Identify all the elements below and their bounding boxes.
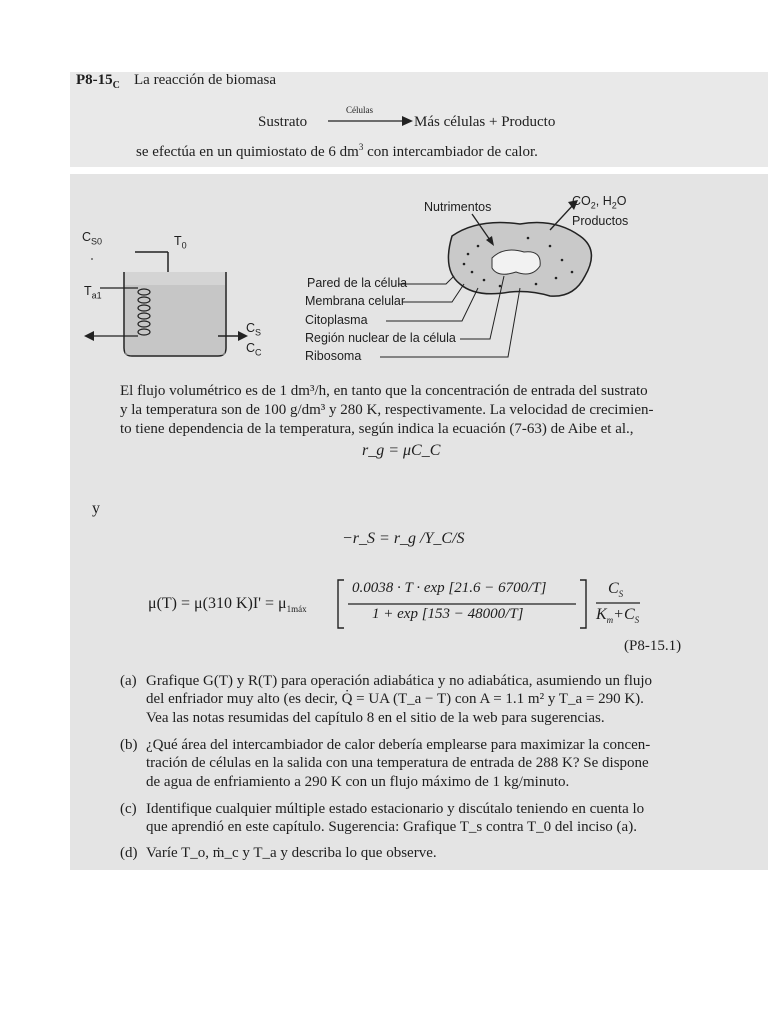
label-cytoplasm: Citoplasma xyxy=(305,313,368,327)
cell-nucleus xyxy=(492,250,540,274)
question-line: Identifique cualquier múltiple estado estacionario y discútalo teniendo en cuenta lo xyxy=(146,801,645,817)
question-line: Vea las notas resumidas del capítulo 8 en el sitio de la web para sugerencias. xyxy=(146,710,605,726)
equation-numerator: 0.0038 · T · exp [21.6 − 6700/T] xyxy=(352,580,547,596)
label-nuclear-region: Región nuclear de la célula xyxy=(305,331,456,345)
equation-number: (P8-15.1) xyxy=(624,638,682,654)
setup-statement: se efectúa en un quimiostato de 6 $dm^3$ con intercambiador de calor. xyxy=(136,142,538,160)
question-line: de agua de enfriamiento a 290 K con un flujo máximo de 1 kg/minuto. xyxy=(146,774,570,790)
question-label: (c) xyxy=(120,801,137,817)
equation-mu-left: μ(T) = μ(310 $K)I' = \mu_{1máx}$ xyxy=(148,595,307,615)
question-d xyxy=(120,844,702,863)
question-label: (b) xyxy=(120,737,138,753)
label-ribosome: Ribosoma xyxy=(305,349,362,363)
question-line: ¿Qué área del intercambiador de calor debería emplearse para maximizar la concen- xyxy=(146,737,651,753)
reaction-product: Más células + Producto xyxy=(414,114,556,130)
equation-growth-rate: r_g = μC_C xyxy=(362,442,441,459)
label-products: Productos xyxy=(572,214,629,228)
question-a xyxy=(120,672,702,691)
problem-title: La reacción de biomasa xyxy=(134,72,277,88)
label-outlet-cc: $C_C$ xyxy=(246,341,262,358)
question-line: que aprendió en este capítulo. Sugerencia: Grafique T_s contra T_0 del inciso (a). xyxy=(146,819,637,835)
label-nutrients: Nutrimentos xyxy=(424,200,492,214)
question-c xyxy=(120,800,702,819)
reaction-reactant: Sustrato xyxy=(258,114,308,130)
label-cell-wall: Pared de la célula xyxy=(307,276,408,290)
flow-paragraph xyxy=(120,382,700,439)
paragraph-line: to tiene dependencia de la temperatura, según indica la ecuación (7-63) de Aibe et al., xyxy=(120,421,634,437)
monod-denominator: $K_m+C_S$ xyxy=(596,606,640,626)
question-b xyxy=(120,736,702,755)
monod-numerator: $C_S$ xyxy=(608,580,624,600)
question-line: Varíe T_o, ṁ_c y T_a y describa lo que observe. xyxy=(146,845,437,861)
problem-id: $P8-15_C$ xyxy=(76,72,120,91)
conjunction-y: y xyxy=(92,500,100,517)
question-line: tración de células en la salida con una temperatura de entrada de 288 K? Se dispone xyxy=(146,755,649,771)
reaction-arrow xyxy=(326,112,414,128)
question-label: (a) xyxy=(120,673,137,689)
label-inlet-concentration: $C_{S0}$ xyxy=(82,230,103,247)
label-products-formula: $CO_2$, $H_2O$ xyxy=(572,194,627,211)
equation-substrate-rate: −r_S = r_g /Y_C/S xyxy=(342,530,465,547)
label-inlet-temperature: $T_0$ xyxy=(174,234,187,251)
reaction-arrow-label: Células xyxy=(346,105,373,115)
equation-denominator: 1 + exp [153 − 48000/T] xyxy=(372,606,524,622)
label-coolant-temperature: $T_{a1}$ xyxy=(84,284,102,301)
question-line: Grafique G(T) y R(T) para operación adiabática y no adiabática, asumiendo un flujo xyxy=(146,673,653,689)
label-cell-membrane: Membrana celular xyxy=(305,294,406,308)
paragraph-line: y la temperatura son de 100 g/dm³ y 280 K, respectivamente. La velocidad de crecimien- xyxy=(120,402,654,418)
label-outlet-cs: $C_S$ xyxy=(246,321,262,338)
question-label: (d) xyxy=(120,845,138,861)
question-line: del enfriador muy alto (es decir, Q̇ = UA (T_a − T) con A = 1.1 m² y T_a = 290 K). xyxy=(146,691,644,707)
paragraph-line: El flujo volumétrico es de 1 dm³/h, en tanto que la concentración de entrada del sustrato xyxy=(120,383,648,399)
